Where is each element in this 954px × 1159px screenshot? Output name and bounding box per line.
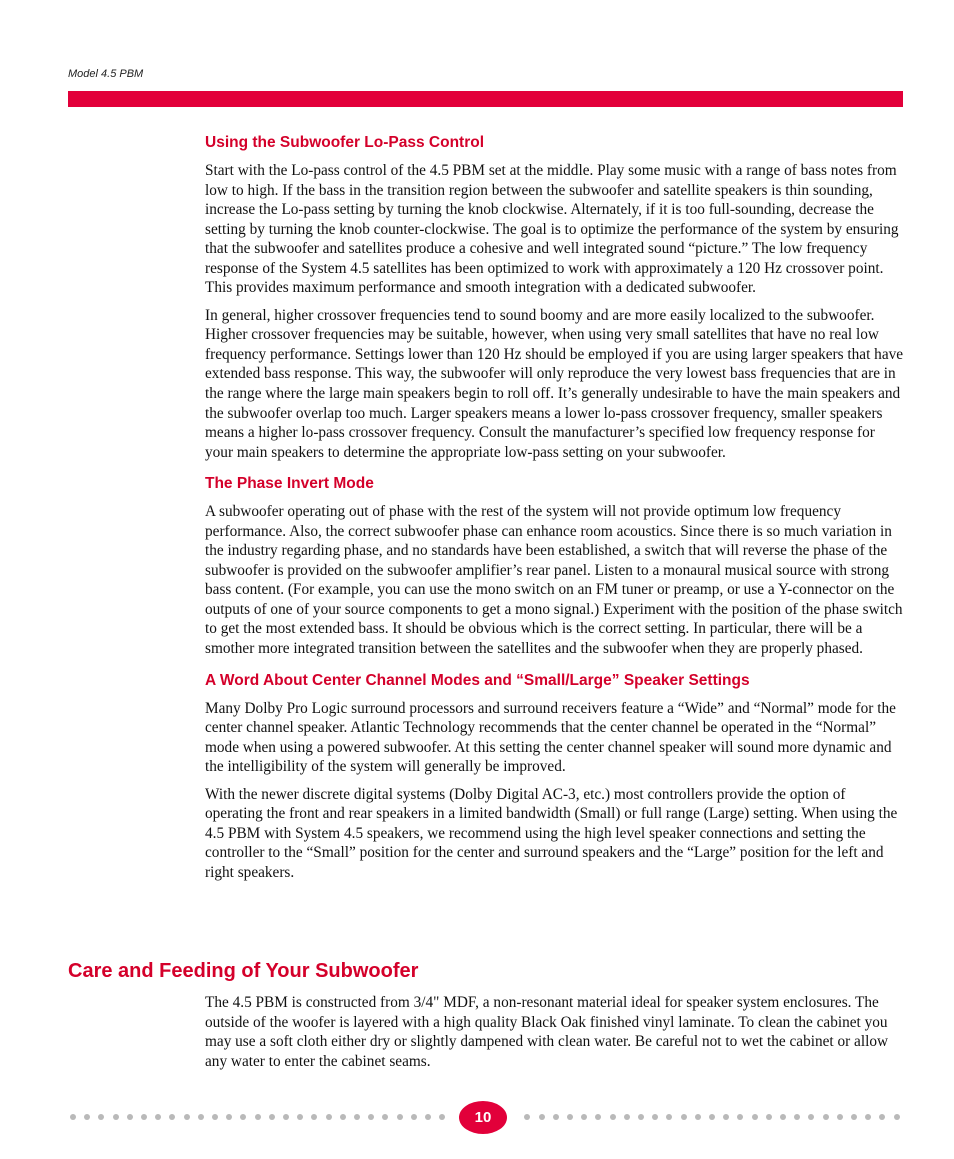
footer-dot: [553, 1114, 559, 1120]
footer-dot: [411, 1114, 417, 1120]
footer-dot: [311, 1114, 317, 1120]
running-head: Model 4.5 PBM: [68, 68, 144, 80]
footer-dot: [84, 1114, 90, 1120]
footer-dot: [184, 1114, 190, 1120]
care-section: [205, 993, 905, 1079]
footer-dot: [127, 1114, 133, 1120]
section-center-channel: [205, 671, 905, 883]
footer-dot: [894, 1114, 900, 1120]
footer-dot: [723, 1114, 729, 1120]
footer-dot: [198, 1114, 204, 1120]
footer-dot: [340, 1114, 346, 1120]
footer-dot: [581, 1114, 587, 1120]
footer-dot: [368, 1114, 374, 1120]
page-number: 10: [459, 1101, 507, 1134]
footer-dot: [269, 1114, 275, 1120]
footer-dot: [638, 1114, 644, 1120]
footer-dot: [624, 1114, 630, 1120]
paragraph: In general, higher crossover frequencies tend to sound boomy and are more easily localized to the subwoofer. Higher crossover frequencies may be suitable, however, when using very small satellites that have no real low frequency performance. Settings lower than 120 Hz should be employed if you are using larger speakers that have extended bass response. This way, the subwoofer will only reproduce the very lowest bass frequencies that are in the range where the large main speakers begin to roll off. It’s generally undesirable to have the main speakers and the subwoofer overlap too much. Larger speakers means a lower lo-pass crossover frequency, smaller speakers means a higher lo-pass crossover frequency. Consult the manufacturer’s specified low frequency response for your main speakers to determine the appropriate low-pass setting on your subwoofer.: [205, 306, 904, 461]
footer-dot: [70, 1114, 76, 1120]
footer-dot: [212, 1114, 218, 1120]
footer-dot: [240, 1114, 246, 1120]
footer-dot: [425, 1114, 431, 1120]
paragraph: With the newer discrete digital systems (Dolby Digital AC-3, etc.) most controllers provide the option of operating the front and rear speakers in a limited bandwidth (Small) or full range (Large) setting. When using the 4.5 PBM with System 4.5 speakers, we recommend using the high level speaker connections and setting the controller to the “Small” position for the center and surround speakers and the “Large” position for the left and right speakers.: [205, 785, 898, 881]
footer-dot: [780, 1114, 786, 1120]
paragraph: Many Dolby Pro Logic surround processors and surround receivers feature a “Wide” and “Normal” mode for the center channel speaker. Atlantic Technology recommends that the center channel be operated in the “Normal” mode when using a powered subwoofer. At this setting the center channel speaker will sound more dynamic and the intelligibility of the system will generally be improved.: [205, 699, 896, 776]
footer-dot: [752, 1114, 758, 1120]
footer-dot: [155, 1114, 161, 1120]
footer-dot: [382, 1114, 388, 1120]
section-lo-pass: [205, 133, 905, 462]
footer-dot: [681, 1114, 687, 1120]
paragraph: The 4.5 PBM is constructed from 3/4" MDF, a non-resonant material ideal for speaker system enclosures. The outside of the woofer is layered with a high quality Black Oak finished vinyl laminate. To clean the cabinet you may use a soft cloth either dry or slightly dampened with clean water. Be careful not to wet the cabinet or allow any water to enter the cabinet seams.: [205, 994, 889, 1070]
footer-dot: [354, 1114, 360, 1120]
footer-dot: [837, 1114, 843, 1120]
footer-dot: [851, 1114, 857, 1120]
footer-dot: [439, 1114, 445, 1120]
footer-dot: [766, 1114, 772, 1120]
footer-dot: [226, 1114, 232, 1120]
footer-dot: [283, 1114, 289, 1120]
footer-dot: [524, 1114, 530, 1120]
footer-dot: [98, 1114, 104, 1120]
footer-dot: [695, 1114, 701, 1120]
section-heading: Using the Subwoofer Lo-Pass Control: [205, 134, 485, 151]
footer-dot: [709, 1114, 715, 1120]
paragraph: A subwoofer operating out of phase with the rest of the system will not provide optimum low frequency performance. Also, the correct subwoofer phase can enhance room acoustics. Since there is so much variation in the industry regarding phase, and no standards have been established, a switch that will reverse the phase of the subwoofer is provided on the subwoofer amplifier’s rear panel. Listen to a monaural musical source with strong bass content. (For example, you can use the mono switch on an FM tuner or preamp, or use a Y-connector on the outputs of one of your source components to get a mono signal.) Experiment with the position of the phase switch to get the most extended bass. It should be obvious which is the correct setting. In particular, there will be a smother more integrated transition between the satellites and the subwoofer when they are properly phased.: [205, 503, 903, 658]
footer-dot: [326, 1114, 332, 1120]
paragraph: Start with the Lo-pass control of the 4.5 PBM set at the middle. Play some music with a range of bass notes from low to high. If the bass in the transition region between the subwoofer and satellite speakers is thin sounding, increase the Lo-pass setting by turning the knob clockwise. Alternately, if it is too full-sounding, decrease the setting by turning the knob counter-clockwise. The goal is to optimize the performance of the system by ensuring that the subwoofer and satellites produce a cohesive and well integrated sound “picture.” The low frequency response of the System 4.5 satellites has been optimized to work with approximately a 120 Hz crossover point. This provides maximum performance and smooth integration with a dedicated subwoofer.: [205, 162, 899, 297]
footer-dot: [255, 1114, 261, 1120]
footer-dot: [113, 1114, 119, 1120]
footer-dot: [808, 1114, 814, 1120]
footer-dot: [141, 1114, 147, 1120]
footer-dot: [652, 1114, 658, 1120]
footer-dot: [865, 1114, 871, 1120]
footer-dot: [567, 1114, 573, 1120]
section-phase-invert: [205, 474, 905, 658]
footer-dot: [879, 1114, 885, 1120]
footer-dot: [794, 1114, 800, 1120]
footer-dot: [539, 1114, 545, 1120]
footer-dot: [737, 1114, 743, 1120]
footer-dot: [297, 1114, 303, 1120]
footer-dot: [169, 1114, 175, 1120]
footer-dot: [595, 1114, 601, 1120]
section-heading: The Phase Invert Mode: [205, 475, 374, 493]
footer-dot: [823, 1114, 829, 1120]
footer-dot: [610, 1114, 616, 1120]
section-heading: A Word About Center Channel Modes and “Small/Large” Speaker Settings: [205, 671, 750, 689]
care-heading: Care and Feeding of Your Subwoofer: [68, 960, 419, 982]
footer-dot: [666, 1114, 672, 1120]
main-content: [205, 133, 905, 891]
footer-dot: [397, 1114, 403, 1120]
header-rule: [68, 91, 903, 107]
